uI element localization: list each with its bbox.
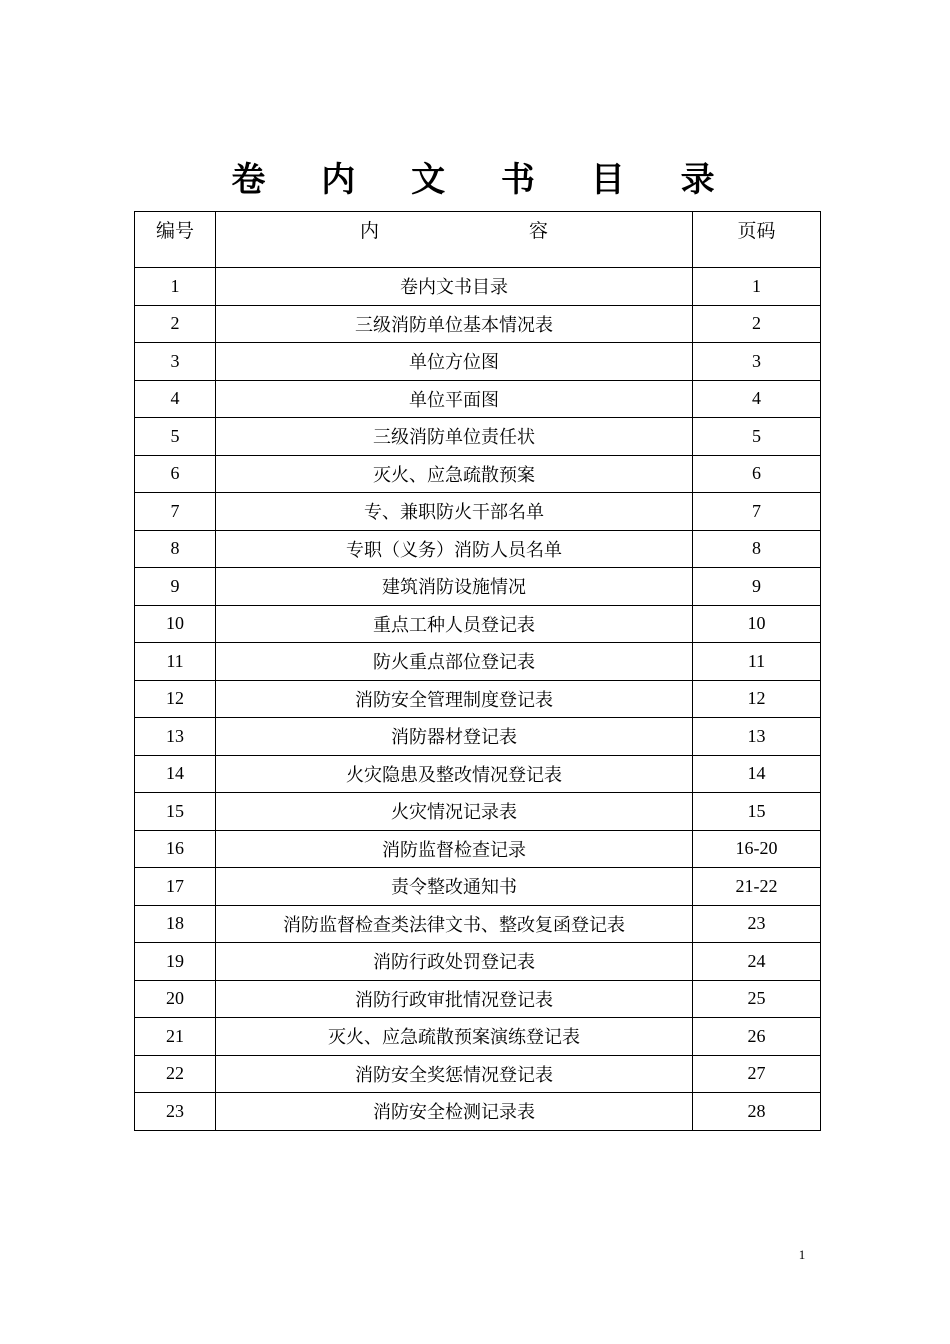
- row-content: 火灾隐患及整改情况登记表: [216, 755, 693, 793]
- row-number: 18: [135, 905, 216, 943]
- row-page: 3: [693, 343, 821, 381]
- row-page: 28: [693, 1093, 821, 1131]
- row-page: 9: [693, 568, 821, 606]
- row-page: 16-20: [693, 830, 821, 868]
- row-content: 消防安全奖惩情况登记表: [216, 1055, 693, 1093]
- table-row: [135, 268, 821, 306]
- table-row: [135, 718, 821, 756]
- row-content: 消防监督检查类法律文书、整改复函登记表: [216, 905, 693, 943]
- row-page: 21-22: [693, 868, 821, 906]
- row-page: 23: [693, 905, 821, 943]
- row-page: 1: [693, 268, 821, 306]
- table-row: [135, 305, 821, 343]
- row-number: 16: [135, 830, 216, 868]
- row-page: 27: [693, 1055, 821, 1093]
- row-content: 火灾情况记录表: [216, 793, 693, 831]
- row-page: 10: [693, 605, 821, 643]
- toc-body: [135, 268, 821, 1131]
- row-number: 9: [135, 568, 216, 606]
- table-row: [135, 380, 821, 418]
- row-number: 7: [135, 493, 216, 531]
- table-row: [135, 905, 821, 943]
- row-number: 23: [135, 1093, 216, 1131]
- table-row: [135, 643, 821, 681]
- row-content: 重点工种人员登记表: [216, 605, 693, 643]
- page-number: 1: [798, 1247, 806, 1262]
- row-number: 10: [135, 605, 216, 643]
- row-page: 2: [693, 305, 821, 343]
- table-row: [135, 1093, 821, 1131]
- row-number: 4: [135, 380, 216, 418]
- row-page: 25: [693, 980, 821, 1018]
- table-row: [135, 418, 821, 456]
- row-content: 消防安全检测记录表: [216, 1093, 693, 1131]
- table-row: [135, 605, 821, 643]
- row-number: 21: [135, 1018, 216, 1056]
- row-content: 专、兼职防火干部名单: [216, 493, 693, 531]
- row-content: 防火重点部位登记表: [216, 643, 693, 681]
- toc-table: [134, 211, 821, 1131]
- row-content: 单位方位图: [216, 343, 693, 381]
- header-number: 编号: [135, 212, 216, 268]
- row-number: 6: [135, 455, 216, 493]
- row-page: 24: [693, 943, 821, 981]
- row-content: 三级消防单位基本情况表: [216, 305, 693, 343]
- row-content: 消防行政审批情况登记表: [216, 980, 693, 1018]
- row-content: 消防器材登记表: [216, 718, 693, 756]
- table-row: [135, 568, 821, 606]
- row-number: 8: [135, 530, 216, 568]
- row-number: 13: [135, 718, 216, 756]
- row-page: 11: [693, 643, 821, 681]
- row-content: 卷内文书目录: [216, 268, 693, 306]
- row-content: 消防行政处罚登记表: [216, 943, 693, 981]
- row-number: 17: [135, 868, 216, 906]
- table-row: [135, 755, 821, 793]
- header-content-right: 容: [529, 220, 549, 242]
- table-row: [135, 943, 821, 981]
- header-page: 页码: [693, 212, 821, 268]
- table-row: [135, 868, 821, 906]
- row-number: 14: [135, 755, 216, 793]
- row-number: 20: [135, 980, 216, 1018]
- row-page: 15: [693, 793, 821, 831]
- table-row: [135, 343, 821, 381]
- row-number: 1: [135, 268, 216, 306]
- row-number: 5: [135, 418, 216, 456]
- row-number: 11: [135, 643, 216, 681]
- row-content: 灭火、应急疏散预案: [216, 455, 693, 493]
- row-number: 19: [135, 943, 216, 981]
- table-header-row: [135, 212, 821, 268]
- header-content: [216, 212, 693, 268]
- table-row: [135, 980, 821, 1018]
- row-number: 15: [135, 793, 216, 831]
- table-row: [135, 793, 821, 831]
- row-page: 5: [693, 418, 821, 456]
- row-number: 3: [135, 343, 216, 381]
- table-row: [135, 830, 821, 868]
- header-content-left: 内: [359, 220, 379, 242]
- row-content: 消防监督检查记录: [216, 830, 693, 868]
- row-page: 26: [693, 1018, 821, 1056]
- row-page: 12: [693, 680, 821, 718]
- row-content: 专职（义务）消防人员名单: [216, 530, 693, 568]
- table-row: [135, 1055, 821, 1093]
- row-page: 7: [693, 493, 821, 531]
- row-page: 14: [693, 755, 821, 793]
- table-row: [135, 680, 821, 718]
- document-title: 卷 内 文 书 目 录: [231, 160, 737, 200]
- row-page: 8: [693, 530, 821, 568]
- row-content: 灭火、应急疏散预案演练登记表: [216, 1018, 693, 1056]
- row-number: 22: [135, 1055, 216, 1093]
- row-page: 4: [693, 380, 821, 418]
- table-row: [135, 455, 821, 493]
- row-page: 13: [693, 718, 821, 756]
- row-content: 责令整改通知书: [216, 868, 693, 906]
- row-content: 建筑消防设施情况: [216, 568, 693, 606]
- table-row: [135, 1018, 821, 1056]
- row-number: 12: [135, 680, 216, 718]
- row-content: 单位平面图: [216, 380, 693, 418]
- row-content: 消防安全管理制度登记表: [216, 680, 693, 718]
- row-number: 2: [135, 305, 216, 343]
- table-row: [135, 530, 821, 568]
- table-row: [135, 493, 821, 531]
- row-page: 6: [693, 455, 821, 493]
- row-content: 三级消防单位责任状: [216, 418, 693, 456]
